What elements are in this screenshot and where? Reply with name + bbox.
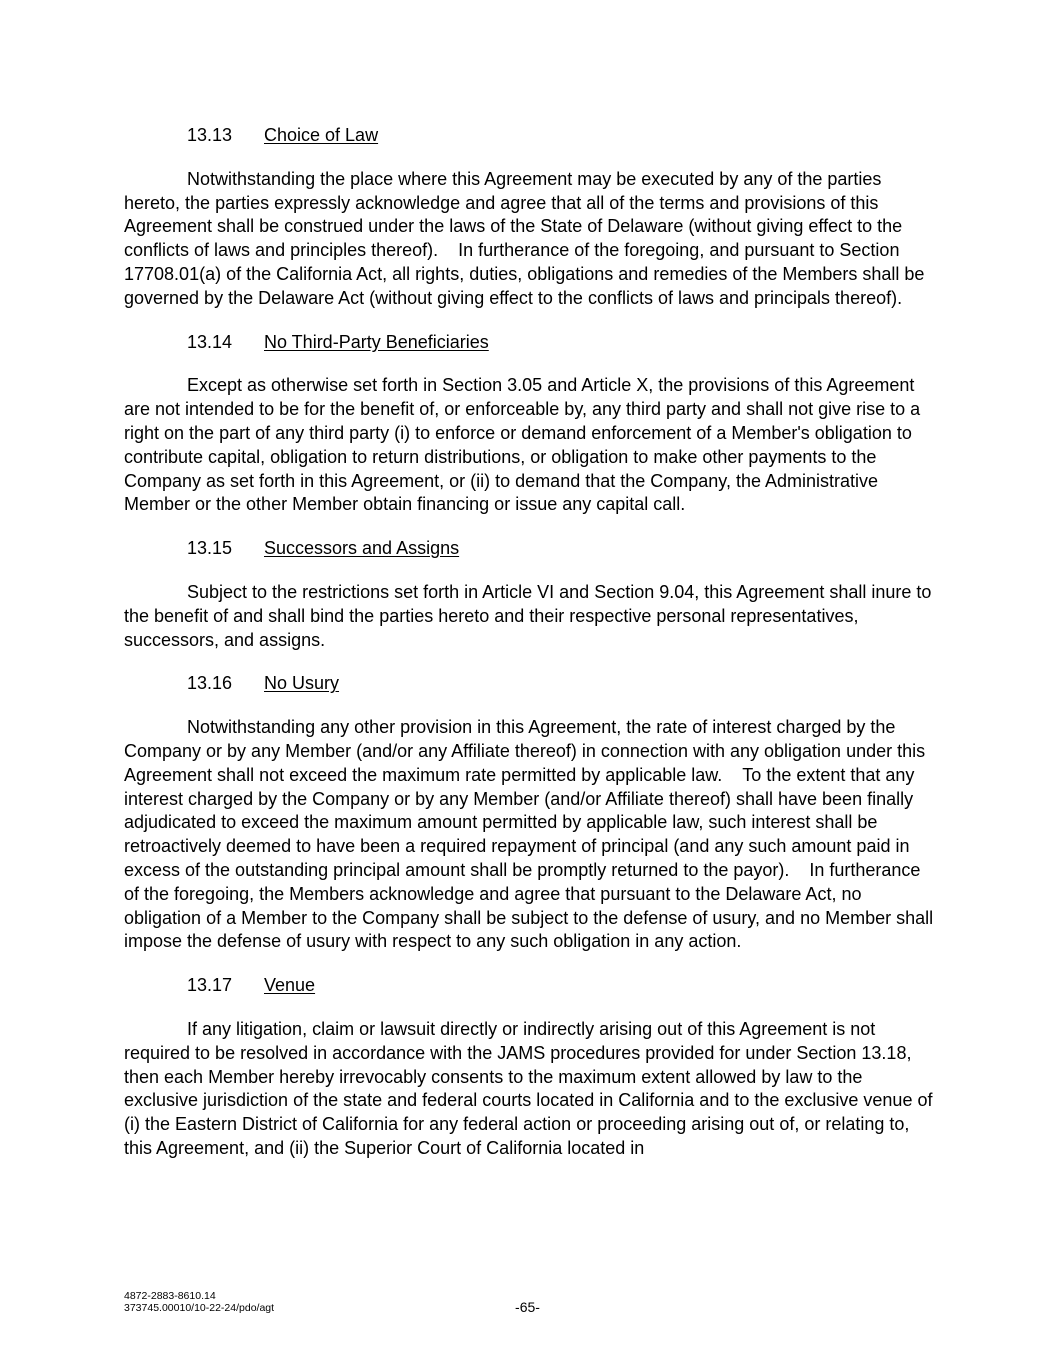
footer-doc-id-line2: 373745.00010/10-22-24/pdo/agt (124, 1302, 275, 1314)
section-number: 13.17 (187, 975, 233, 996)
section-number: 13.15 (187, 538, 233, 559)
section-body-13-14: Except as otherwise set forth in Section 3.05 and Article X, the provisions of this Agreement are not intended to be for the benefit of, or enforceable by, any third party and shall not give rise to a right on the part of any third party (i) to enforce or demand enforcement of a Member's obligation to contribute capital, obligation to return distributions, or obligation to make other payments to the Company as set forth in this Agreement, or (ii) to demand that the Company, the Administrative Member or the other Member obtain financing or issue any capital call. (124, 375, 921, 515)
section-title: Venue (264, 975, 316, 996)
section-number: 13.13 (187, 125, 233, 145)
section-title: Choice of Law (264, 125, 379, 145)
section-title: No Usury (264, 673, 340, 694)
section-title: Successors and Assigns (264, 538, 460, 559)
section-heading-13-17 (124, 974, 936, 998)
section-body-13-15: Subject to the restrictions set forth in Article VI and Section 9.04, this Agreement shall inure to the benefit of and shall bind the parties hereto and their respective personal representatives, successors, and assigns. (124, 581, 932, 650)
section-body-13-16: Notwithstanding any other provision in this Agreement, the rate of interest charged by the Company or by any Member (and/or any Affiliate thereof) in connection with any obligation under this Agreement shall not exceed the maximum rate permitted by applicable law. To the extent that any interest charged by the Company or by any Member (and/or Affiliate thereof) shall have been finally adjudicated to exceed the maximum amount permitted by applicable law, such interest shall be retroactively deemed to have been a required repayment of principal (and any such amount paid in excess of the outstanding principal amount shall be promptly returned to the payor). In furtherance of the foregoing, the Members acknowledge and agree that pursuant to the Delaware Act, no obligation of a Member to the Company shall be subject to the defense of usury, and no Member shall impose the defense of usury with respect to any such obligation in any action. (124, 717, 934, 952)
section-heading-13-14 (124, 331, 936, 355)
section-heading-13-13 (124, 124, 936, 148)
page-content (124, 124, 936, 1181)
section-number: 13.14 (187, 331, 233, 352)
section-heading-13-15 (124, 537, 936, 561)
page-number: -65- (515, 1299, 540, 1315)
footer-doc-id-line1: 4872-2883-8610.14 (124, 1290, 216, 1302)
section-heading-13-16 (124, 672, 936, 696)
section-body-13-13: Notwithstanding the place where this Agreement may be executed by any of the parties hereto, the parties expressly acknowledge and agree that all of the terms and provisions of this Agreement shall be construed under the laws of the State of Delaware (without giving effect to the conflicts of laws and principles thereof). In furtherance of the foregoing, and pursuant to Section 17708.01(a) of the California Act, all rights, duties, obligations and remedies of the Members shall be governed by the Delaware Act (without giving effect to the conflicts of laws and principals thereof). (124, 168, 925, 308)
section-body-13-17: If any litigation, claim or lawsuit directly or indirectly arising out of this Agreement is not required to be resolved in accordance with the JAMS procedures provided for under Section 13.18, then each Member hereby irrevocably consents to the maximum extent allowed by law to the exclusive jurisdiction of the state and federal courts located in California and to the exclusive venue of (i) the Eastern District of California for any federal action or proceeding arising out of, or relating to, this Agreement, and (ii) the Superior Court of California located in (124, 1018, 933, 1158)
section-title: No Third-Party Beneficiaries (264, 331, 489, 352)
section-number: 13.16 (187, 673, 233, 694)
